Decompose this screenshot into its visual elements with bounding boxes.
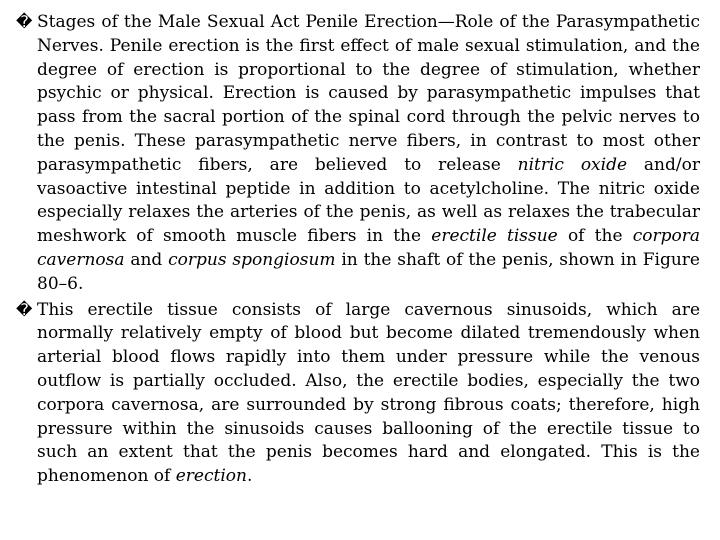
text-run: Stages of the Male Sexual Act Penile Erection—Role of the Parasympathetic Nerves. Penile erection is the first effect of male sexual stimulation, and the degree of erection is proportional to the degree of stimulation, whether psychic or physical. Erection is caused by parasympathetic impulses that pass from the sacral portion of the spinal cord through the pelvic nerves to the penis. These parasympathetic nerve fibers, in contrast to most other parasympathetic fibers, are believed to release — [37, 12, 700, 175]
term-nitric-oxide: nitric oxide — [517, 154, 628, 175]
term-erection: erection — [175, 466, 247, 487]
term-corpora-cavernosa: corpora cavernosa — [37, 226, 700, 270]
bullet-icon: � — [16, 12, 33, 31]
paragraph-erectile-tissue — [16, 298, 700, 489]
slide-body — [16, 10, 700, 489]
text-run: in the shaft of the penis, shown in Figure 80–6. — [37, 249, 700, 294]
text-run: and/or vasoactive intestinal peptide in addition to acetylcholine. The nitric oxide especially relaxes the arteries of the penis, as well as relaxes the trabecular meshwork of smooth muscle fibers in the — [37, 154, 700, 247]
text-run: of the — [557, 226, 633, 247]
term-corpus-spongiosum: corpus spongiosum — [168, 249, 336, 270]
paragraph-penile-erection — [16, 10, 700, 297]
text-run: . — [246, 466, 253, 487]
text-run: and — [124, 249, 169, 270]
text-run: This erectile tissue consists of large cavernous sinusoids, which are normally relatively empty of blood but become dilated tremendously when arterial blood flows rapidly into them under pressure while the venous outflow is partially occluded. Also, the erectile bodies, especially the two corpora cavernosa, are surrounded by strong fibrous coats; therefore, high pressure within the sinusoids causes ballooning of the erectile tissue to such an extent that the penis becomes hard and elongated. This is the phenomenon of — [37, 299, 700, 487]
term-erectile-tissue: erectile tissue — [431, 226, 558, 247]
bullet-icon: � — [16, 299, 33, 319]
